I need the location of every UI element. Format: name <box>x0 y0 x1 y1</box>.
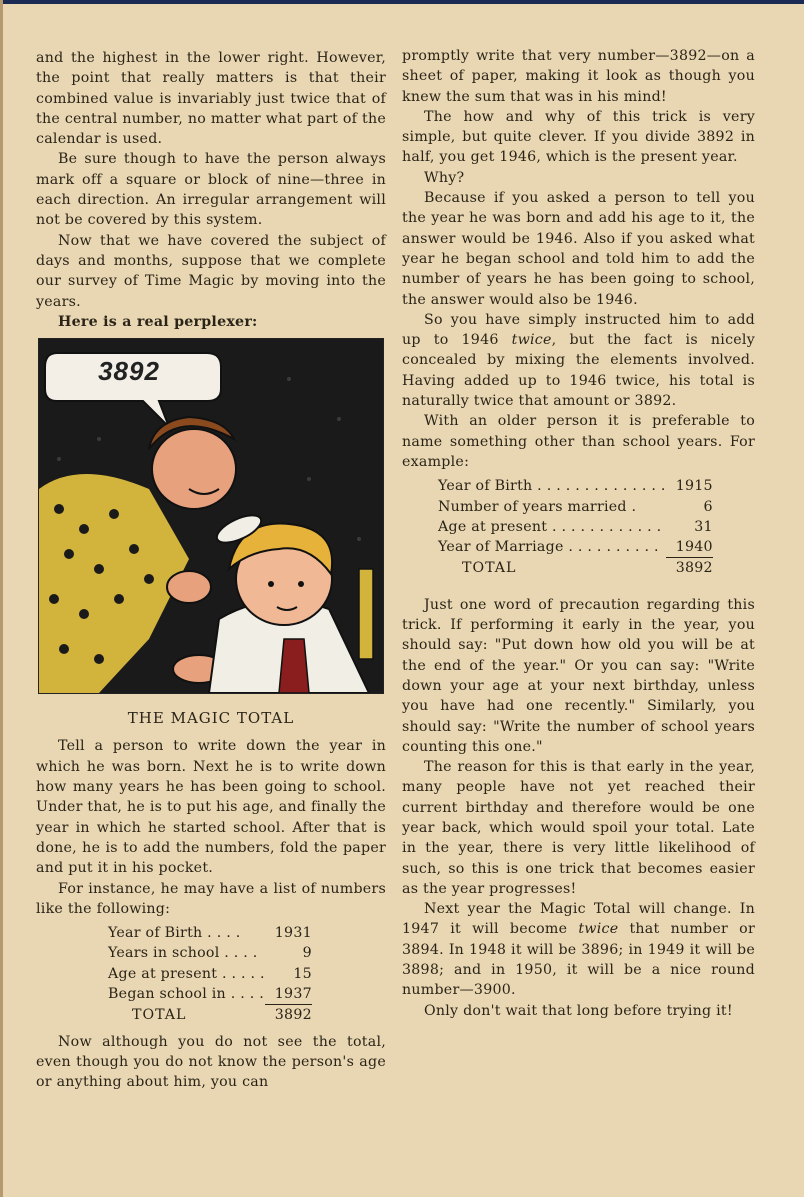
emphasis: twice <box>578 921 619 938</box>
paragraph: Only don't wait that long before trying it! <box>424 1002 733 1019</box>
row-label: Number of years married . <box>438 498 637 515</box>
row-label: Year of Birth . . . . . . . . . . . . . . <box>438 478 666 495</box>
table-row <box>108 984 312 1005</box>
total-row <box>108 1005 312 1026</box>
table-row <box>108 943 312 963</box>
table-row <box>438 517 713 537</box>
left-column <box>36 48 386 1093</box>
row-value: 9 <box>302 945 312 962</box>
total-label: TOTAL <box>462 560 517 577</box>
example-sum-table <box>108 923 312 1025</box>
row-label: Began school in . . . . <box>108 986 265 1003</box>
row-value: 31 <box>694 518 713 535</box>
total-row <box>438 558 713 579</box>
total-value: 3892 <box>265 1005 312 1026</box>
paragraph: Here is a real perplexer: <box>58 313 258 330</box>
paragraph: Why? <box>424 169 465 186</box>
speech-bubble-text: 3892 <box>98 356 160 387</box>
text-span: So you have simply instructed him to add up to 1946 <box>402 311 755 349</box>
row-label: Year of Marriage . . . . . . . . . . <box>438 539 659 556</box>
table-row <box>108 964 312 984</box>
illustration-caption: THE MAGIC TOTAL <box>127 709 295 728</box>
total-label: TOTAL <box>132 1007 187 1024</box>
paragraph: With an older person it is preferable to name something other than school years. For example: <box>402 413 755 470</box>
magic-total-illustration <box>38 338 384 694</box>
emphasis: twice <box>511 332 552 349</box>
row-label: Age at present . . . . . <box>108 965 265 982</box>
total-value: 3892 <box>666 558 713 579</box>
example-sum-table <box>438 476 713 578</box>
paragraph: Now that we have covered the subject of days and months, suppose that we complete our survey of Time Magic by moving into the years. <box>36 232 386 310</box>
paragraph <box>402 310 755 411</box>
row-value: 6 <box>703 498 713 515</box>
text-span: , but the fact is nicely concealed by mixing the elements involved. Having added up to 1946 twice, his total is naturally twice that amount or 3892. <box>402 332 755 410</box>
table-row <box>438 537 713 558</box>
table-row <box>438 476 713 496</box>
top-border <box>0 0 804 4</box>
paragraph: Just one word of precaution regarding this trick. If performing it early in the year, you should say: "Put down how old you will be at the end of the year." Or you can say: "Write down your age at your next birthday, unless you have had one recently." Similarly, you should say: "Write the number of school years counting this one." <box>402 596 755 755</box>
paragraph: promptly write that very number—3892—on a sheet of paper, making it look as though you knew the sum that was in his mind! <box>402 48 755 105</box>
row-label: Year of Birth . . . . <box>108 925 241 942</box>
paragraph: Tell a person to write down the year in which he was born. Next he is to write down how many years he has been going to school. Under that, he is to put his age, and finally the year in which he started school. After that is done, he is to add the numbers, fold the paper and put it in his pocket. <box>36 738 386 877</box>
row-value: 1940 <box>675 539 713 556</box>
paragraph: Now although you do not see the total, even though you do not know the person's age or anything about him, you can <box>36 1033 386 1091</box>
paragraph: The how and why of this trick is very simple, but quite clever. If you divide 3892 in half, you get 1946, which is the present year. <box>402 108 755 166</box>
text-span: that number or 3894. In 1948 it will be 3896; in 1949 it will be 3898; and in 1950, it will be a nice round number—3900. <box>402 921 755 999</box>
paragraph: For instance, he may have a list of numbers like the following: <box>36 880 386 917</box>
paragraph: and the highest in the lower right. However, the point that really matters is that their combined value is invariably just twice that of the central number, no matter what part of the calendar is used. <box>36 50 386 148</box>
paragraph <box>402 899 755 1000</box>
right-column <box>402 46 755 1021</box>
table-row <box>438 497 713 517</box>
paragraph: Be sure though to have the person always mark off a square or block of nine—three in each direction. An irregular arrangement will not be covered by this system. <box>36 151 386 229</box>
table-row <box>108 923 312 943</box>
paragraph: Because if you asked a person to tell you the year he was born and add his age to it, the answer would be 1946. Also if you asked what year he began school and told him to add the number of years he has been going to school, the answer would also be 1946. <box>402 190 755 308</box>
row-label: Age at present . . . . . . . . . . . . <box>438 518 662 535</box>
paragraph: The reason for this is that early in the year, many people have not yet reached their current birthday and therefore would be one year back, which would spoil your total. Late in the year, there is very little likelihood of such, so this is one trick that becomes easier as the year progresses! <box>402 759 755 897</box>
row-label: Years in school . . . . <box>108 945 258 962</box>
row-value: 15 <box>293 965 312 982</box>
row-value: 1937 <box>274 986 312 1003</box>
row-value: 1915 <box>675 478 713 495</box>
page-edge <box>0 0 3 1197</box>
row-value: 1931 <box>274 925 312 942</box>
text-span: Next year the Magic Total will change. In 1947 it will become <box>402 901 755 938</box>
